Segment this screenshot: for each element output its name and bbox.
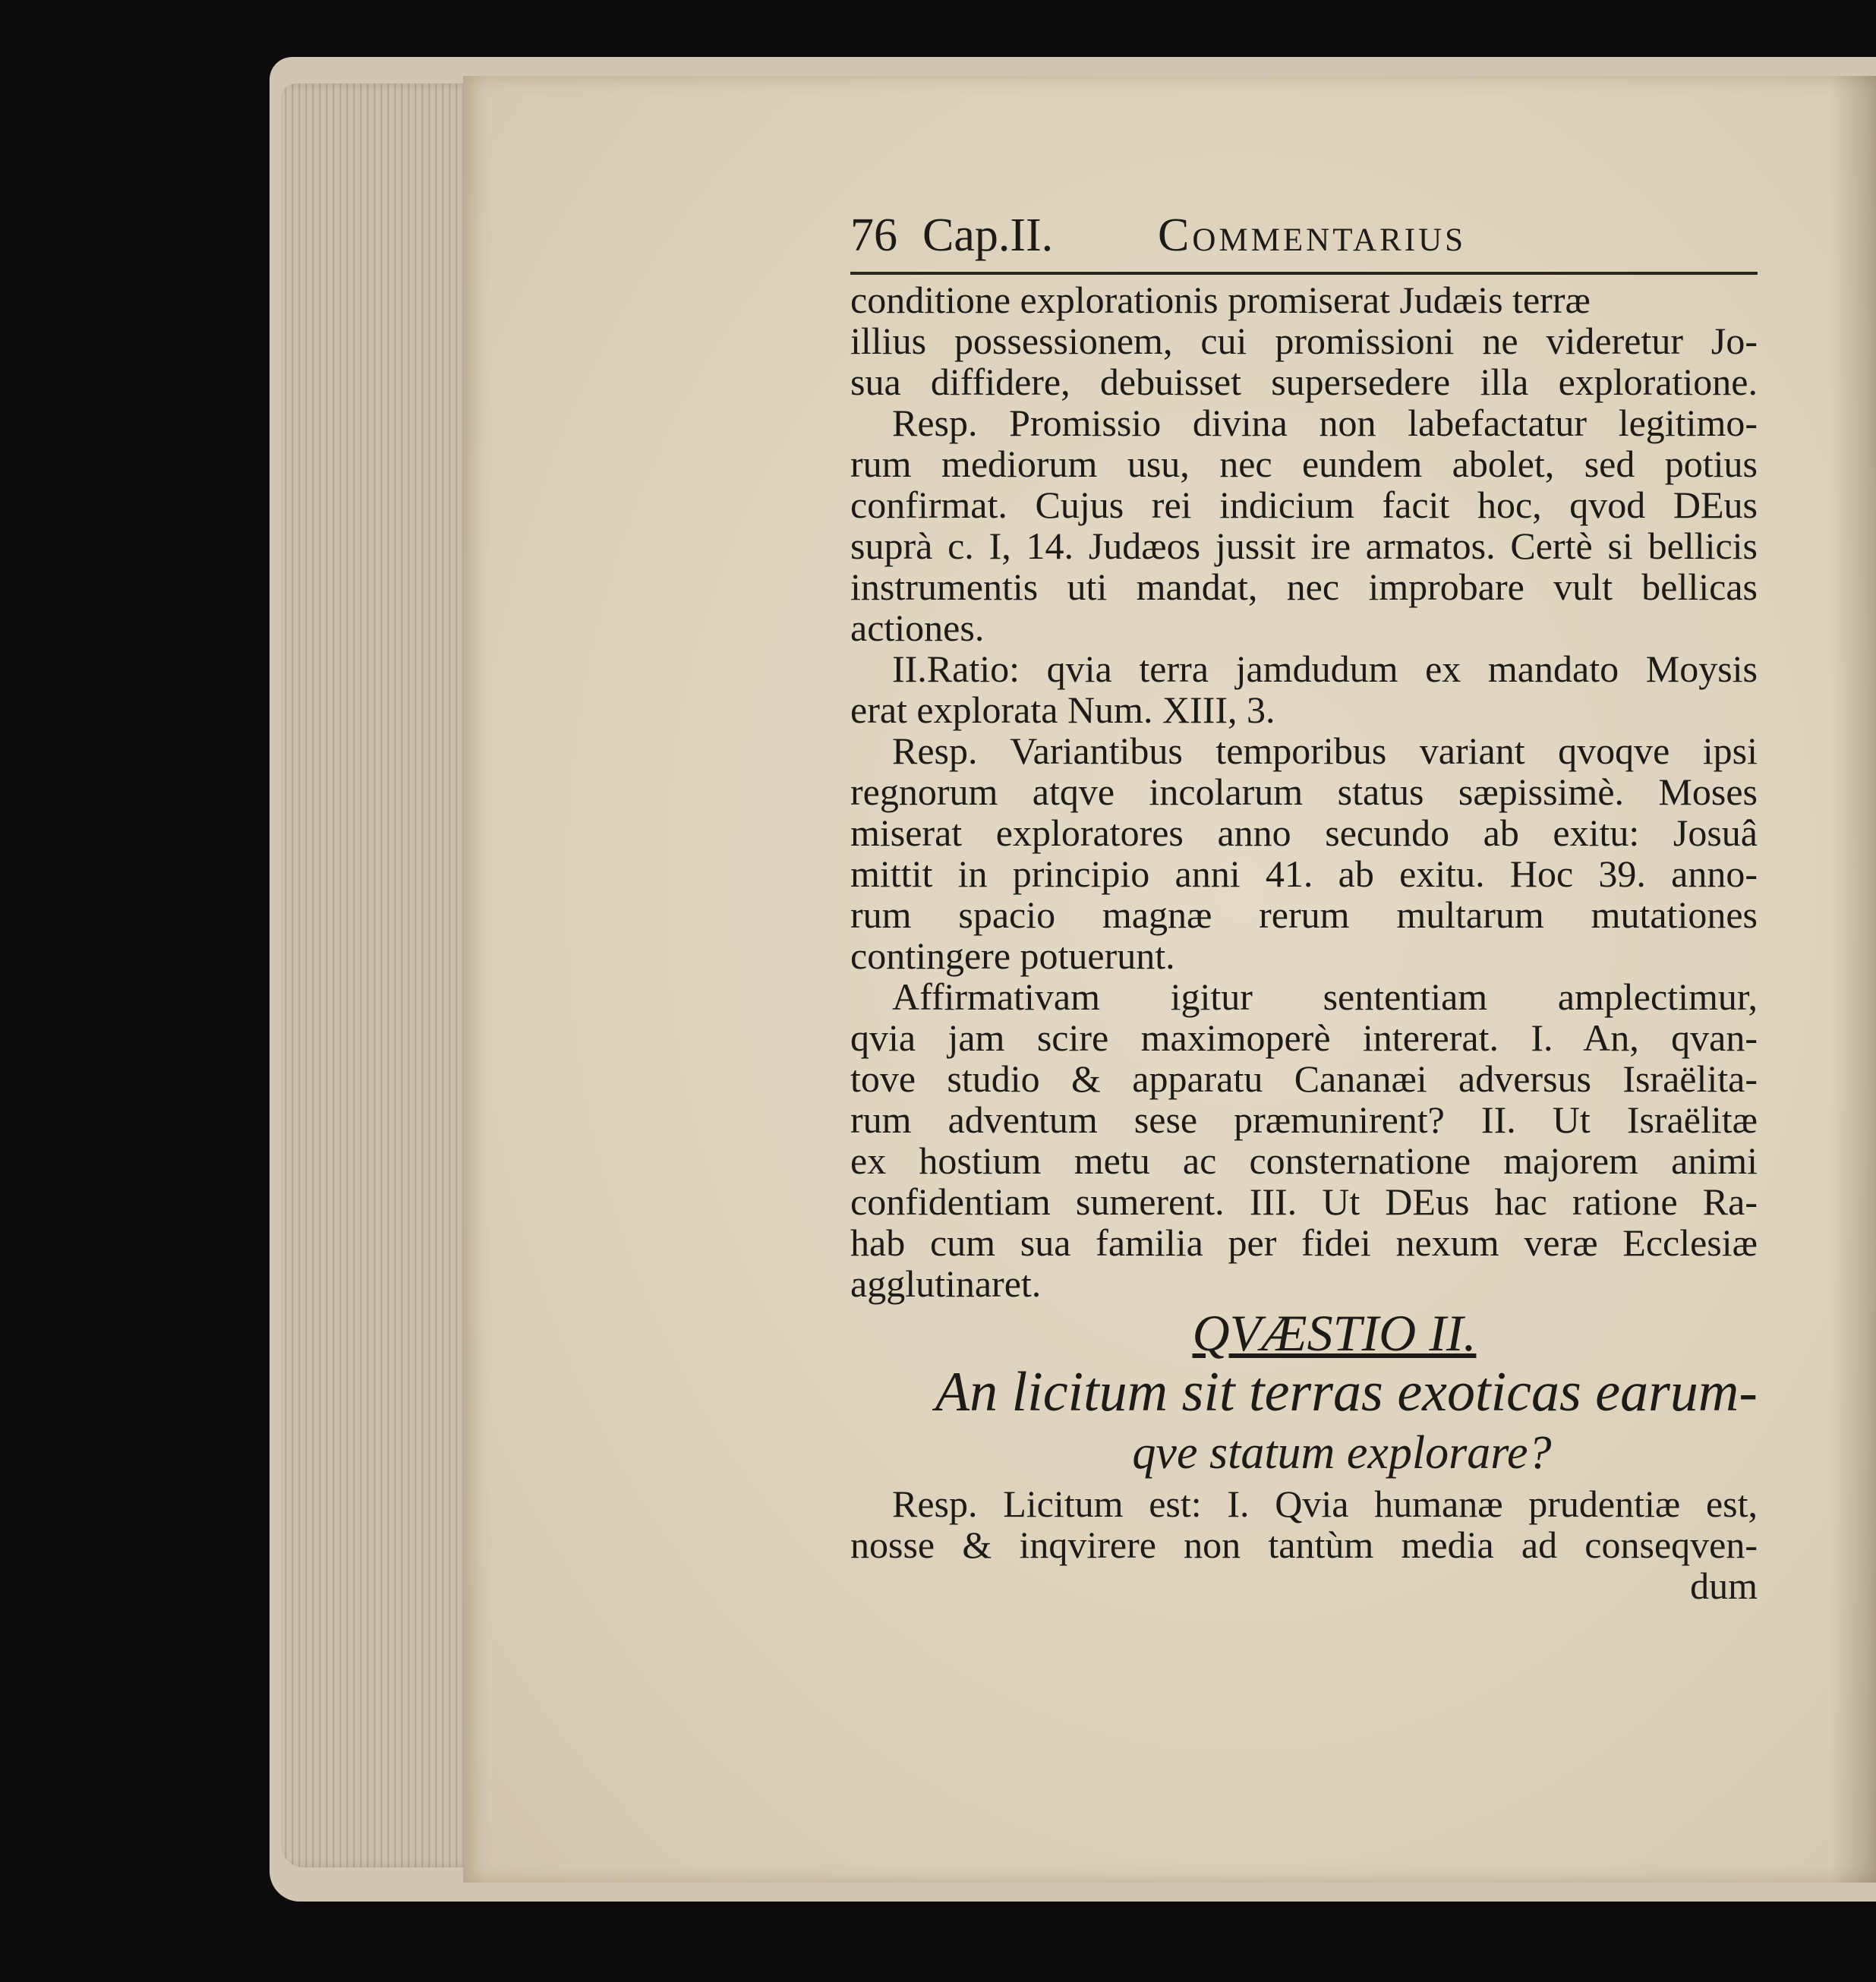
text-line: mittit in principio anni 41. ab exitu. Hoc 39. anno- xyxy=(850,852,1758,895)
text-line: confidentiam sumerent. III. Ut DEus hac ratione Ra- xyxy=(850,1180,1758,1223)
text-line: rum adventum sese præmunirent? II. Ut Israëlitæ xyxy=(850,1098,1758,1141)
text-line: instrumentis uti mandat, nec improbare vult bellicas xyxy=(850,566,1758,608)
text-line: erat explorata Num. XIII, 3. xyxy=(850,689,1275,731)
answer-line: Resp. Licitum est: I. Qvia humanæ prudentiæ est, xyxy=(892,1483,1758,1525)
text-line: Affirmativam igitur sententiam amplectimur, xyxy=(892,975,1758,1018)
gutter-shadow xyxy=(1830,76,1876,1883)
chapter-label: Cap.II. xyxy=(922,210,1054,261)
running-head: Commentarius xyxy=(1158,210,1467,261)
text-line: regnorum atqve incolarum status sæpissimè. Moses xyxy=(850,770,1758,813)
text-line: rum mediorum usu, nec eundem abolet, sed potius xyxy=(850,443,1758,485)
page-edges xyxy=(281,84,471,1867)
text-line: tove studio & apparatu Cananæi adversus Israëlita- xyxy=(850,1057,1758,1100)
page-header xyxy=(850,205,1758,266)
text-line: conditione explorationis promiserat Judæis terræ xyxy=(850,279,1591,321)
text-line: agglutinaret. xyxy=(850,1262,1042,1305)
text-line: hab cum sua familia per fidei nexum veræ Ecclesiæ xyxy=(850,1221,1758,1264)
folio-number: 76 xyxy=(850,210,897,261)
question-title-continued: qve statum explorare? xyxy=(1132,1427,1552,1479)
text-line: actiones. xyxy=(850,607,985,649)
text-line: contingere potuerunt. xyxy=(850,934,1175,977)
text-line: illius possessionem, cui promissioni ne videretur Jo- xyxy=(850,320,1758,362)
text-line: sua diffidere, debuisset supersedere illa exploratione. xyxy=(850,361,1758,403)
text-line: qvia jam scire maximoperè intererat. I. An, qvan- xyxy=(850,1016,1758,1059)
answer-line: nosse & inqvirere non tantùm media ad conseqven- xyxy=(850,1524,1758,1566)
text-line: ex hostium metu ac consternatione majorem animi xyxy=(850,1139,1758,1182)
text-line: Resp. Variantibus temporibus variant qvoqve ipsi xyxy=(892,729,1758,772)
question-title: An licitum sit terras exoticas earum- xyxy=(935,1361,1758,1423)
question-heading: QVÆSTIO II. xyxy=(1192,1304,1477,1362)
text-line: II.Ratio: qvia terra jamdudum ex mandato Moysis xyxy=(892,648,1758,690)
text-line: confirmat. Cujus rei indicium facit hoc, qvod DEus xyxy=(850,484,1758,526)
catchword: dum xyxy=(1690,1564,1758,1607)
header-rule xyxy=(850,272,1758,275)
text-block xyxy=(850,205,1758,1606)
text-line: Resp. Promissio divina non labefactatur legitimo- xyxy=(892,402,1758,444)
text-line: rum spacio magnæ rerum multarum mutationes xyxy=(850,893,1758,936)
text-line: suprà c. I, 14. Judæos jussit ire armatos. Certè si bellicis xyxy=(850,525,1758,567)
text-line: miserat exploratores anno secundo ab exitu: Josuâ xyxy=(850,811,1758,854)
